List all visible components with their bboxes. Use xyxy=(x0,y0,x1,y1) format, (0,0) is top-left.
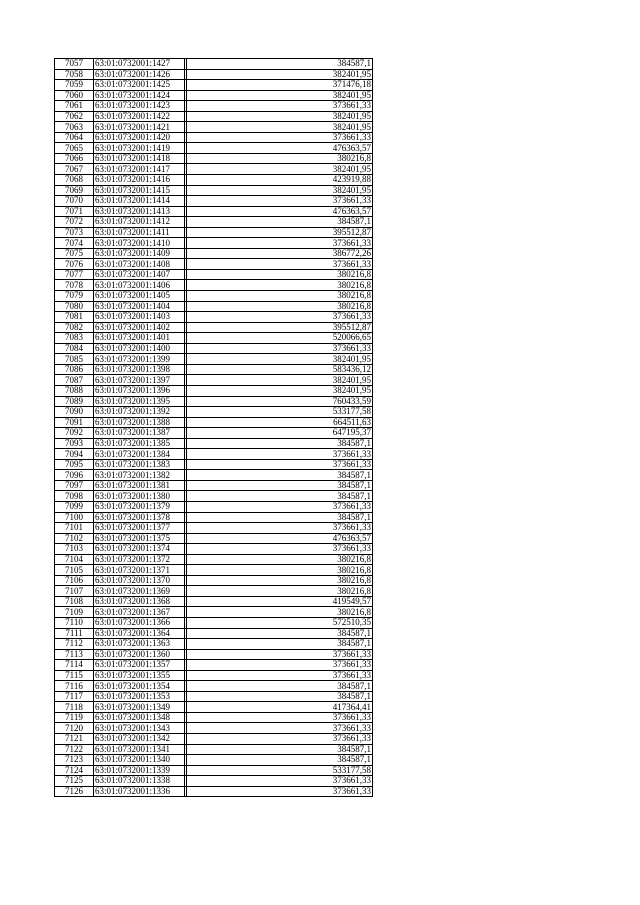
row-number-cell: 7083 xyxy=(55,333,94,344)
table-row xyxy=(55,480,373,491)
row-number-cell: 7085 xyxy=(55,354,94,365)
cadastral-value-cell: 380216,8 xyxy=(187,575,373,586)
cadastral-number-cell: 63:01:0732001:1370 xyxy=(94,575,185,586)
cadastral-value-cell: 380216,8 xyxy=(187,565,373,576)
table-row xyxy=(55,544,373,555)
cadastral-number-cell: 63:01:0732001:1405 xyxy=(94,291,185,302)
table-row xyxy=(55,238,373,249)
row-number-cell: 7121 xyxy=(55,734,94,745)
row-number-cell: 7110 xyxy=(55,617,94,628)
table-row xyxy=(55,196,373,207)
cadastral-value-cell: 382401,95 xyxy=(187,375,373,386)
row-number-cell: 7096 xyxy=(55,470,94,481)
row-number-cell: 7101 xyxy=(55,523,94,534)
cadastral-value-cell: 423919,88 xyxy=(187,175,373,186)
cadastral-value-cell: 373661,33 xyxy=(187,734,373,745)
table-row xyxy=(55,786,373,797)
table-row xyxy=(55,428,373,439)
cadastral-number-cell: 63:01:0732001:1407 xyxy=(94,269,185,280)
cadastral-value-cell: 373661,33 xyxy=(187,649,373,660)
row-number-cell: 7122 xyxy=(55,744,94,755)
row-number-cell: 7070 xyxy=(55,196,94,207)
table-row xyxy=(55,459,373,470)
row-number-cell: 7099 xyxy=(55,501,94,512)
cadastral-number-cell: 63:01:0732001:1421 xyxy=(94,122,185,133)
row-number-cell: 7068 xyxy=(55,175,94,186)
cadastral-value-cell: 384587,1 xyxy=(187,470,373,481)
cadastral-value-cell: 373661,33 xyxy=(187,132,373,143)
cadastral-number-cell: 63:01:0732001:1410 xyxy=(94,238,185,249)
table-row xyxy=(55,269,373,280)
cadastral-number-cell: 63:01:0732001:1392 xyxy=(94,407,185,418)
cadastral-value-cell: 583436,12 xyxy=(187,364,373,375)
cadastral-value-cell: 380216,8 xyxy=(187,291,373,302)
table-row xyxy=(55,90,373,101)
row-number-cell: 7107 xyxy=(55,586,94,597)
cadastral-value-cell: 373661,33 xyxy=(187,670,373,681)
table-row xyxy=(55,596,373,607)
cadastral-number-cell: 63:01:0732001:1413 xyxy=(94,206,185,217)
row-number-cell: 7079 xyxy=(55,291,94,302)
cadastral-number-cell: 63:01:0732001:1338 xyxy=(94,776,185,787)
cadastral-value-table xyxy=(54,58,373,797)
table-row xyxy=(55,59,373,70)
cadastral-value-cell: 382401,95 xyxy=(187,69,373,80)
cadastral-value-cell: 760433,59 xyxy=(187,396,373,407)
table-row xyxy=(55,333,373,344)
table-row xyxy=(55,554,373,565)
row-number-cell: 7100 xyxy=(55,512,94,523)
cadastral-number-cell: 63:01:0732001:1419 xyxy=(94,143,185,154)
table-row xyxy=(55,449,373,460)
cadastral-number-cell: 63:01:0732001:1363 xyxy=(94,639,185,650)
cadastral-number-cell: 63:01:0732001:1378 xyxy=(94,512,185,523)
row-number-cell: 7090 xyxy=(55,407,94,418)
cadastral-number-cell: 63:01:0732001:1424 xyxy=(94,90,185,101)
cadastral-number-cell: 63:01:0732001:1387 xyxy=(94,428,185,439)
cadastral-value-cell: 419549,57 xyxy=(187,596,373,607)
row-number-cell: 7063 xyxy=(55,122,94,133)
cadastral-value-cell: 384587,1 xyxy=(187,681,373,692)
cadastral-value-cell: 476363,57 xyxy=(187,143,373,154)
cadastral-value-cell: 384587,1 xyxy=(187,217,373,228)
table-row xyxy=(55,617,373,628)
table-row xyxy=(55,259,373,270)
cadastral-value-cell: 384587,1 xyxy=(187,628,373,639)
cadastral-value-cell: 417364,41 xyxy=(187,702,373,713)
cadastral-value-cell: 373661,33 xyxy=(187,238,373,249)
cadastral-value-cell: 382401,95 xyxy=(187,164,373,175)
cadastral-value-cell: 380216,8 xyxy=(187,301,373,312)
row-number-cell: 7119 xyxy=(55,712,94,723)
row-number-cell: 7123 xyxy=(55,755,94,766)
cadastral-value-cell: 373661,33 xyxy=(187,786,373,797)
table-row xyxy=(55,354,373,365)
cadastral-number-cell: 63:01:0732001:1427 xyxy=(94,59,185,70)
cadastral-number-cell: 63:01:0732001:1375 xyxy=(94,533,185,544)
table-row xyxy=(55,639,373,650)
cadastral-value-cell: 520066,65 xyxy=(187,333,373,344)
cadastral-number-cell: 63:01:0732001:1342 xyxy=(94,734,185,745)
cadastral-value-cell: 664511,63 xyxy=(187,417,373,428)
row-number-cell: 7120 xyxy=(55,723,94,734)
table-row xyxy=(55,438,373,449)
cadastral-number-cell: 63:01:0732001:1369 xyxy=(94,586,185,597)
row-number-cell: 7064 xyxy=(55,132,94,143)
cadastral-number-cell: 63:01:0732001:1409 xyxy=(94,248,185,259)
cadastral-value-cell: 380216,8 xyxy=(187,153,373,164)
table-row xyxy=(55,565,373,576)
table-row xyxy=(55,607,373,618)
cadastral-number-cell: 63:01:0732001:1414 xyxy=(94,196,185,207)
table-row xyxy=(55,396,373,407)
cadastral-value-cell: 572510,35 xyxy=(187,617,373,628)
cadastral-number-cell: 63:01:0732001:1402 xyxy=(94,322,185,333)
cadastral-value-cell: 380216,8 xyxy=(187,554,373,565)
table-row xyxy=(55,343,373,354)
cadastral-number-cell: 63:01:0732001:1379 xyxy=(94,501,185,512)
row-number-cell: 7092 xyxy=(55,428,94,439)
row-number-cell: 7058 xyxy=(55,69,94,80)
table-row xyxy=(55,776,373,787)
cadastral-number-cell: 63:01:0732001:1349 xyxy=(94,702,185,713)
cadastral-value-cell: 647195,37 xyxy=(187,428,373,439)
table-row xyxy=(55,723,373,734)
row-number-cell: 7125 xyxy=(55,776,94,787)
cadastral-value-cell: 373661,33 xyxy=(187,196,373,207)
row-number-cell: 7067 xyxy=(55,164,94,175)
row-number-cell: 7103 xyxy=(55,544,94,555)
cadastral-value-cell: 533177,58 xyxy=(187,765,373,776)
cadastral-number-cell: 63:01:0732001:1364 xyxy=(94,628,185,639)
table-row xyxy=(55,280,373,291)
cadastral-value-cell: 373661,33 xyxy=(187,259,373,270)
row-number-cell: 7077 xyxy=(55,269,94,280)
table-row xyxy=(55,470,373,481)
cadastral-value-cell: 371476,18 xyxy=(187,80,373,91)
cadastral-number-cell: 63:01:0732001:1355 xyxy=(94,670,185,681)
row-number-cell: 7081 xyxy=(55,312,94,323)
cadastral-number-cell: 63:01:0732001:1412 xyxy=(94,217,185,228)
cadastral-number-cell: 63:01:0732001:1357 xyxy=(94,660,185,671)
table-row xyxy=(55,501,373,512)
row-number-cell: 7124 xyxy=(55,765,94,776)
row-number-cell: 7105 xyxy=(55,565,94,576)
table-row xyxy=(55,765,373,776)
cadastral-number-cell: 63:01:0732001:1354 xyxy=(94,681,185,692)
cadastral-number-cell: 63:01:0732001:1374 xyxy=(94,544,185,555)
row-number-cell: 7091 xyxy=(55,417,94,428)
cadastral-value-cell: 384587,1 xyxy=(187,480,373,491)
cadastral-number-cell: 63:01:0732001:1423 xyxy=(94,101,185,112)
table-row xyxy=(55,407,373,418)
table-row xyxy=(55,122,373,133)
row-number-cell: 7060 xyxy=(55,90,94,101)
row-number-cell: 7057 xyxy=(55,59,94,70)
cadastral-value-cell: 382401,95 xyxy=(187,385,373,396)
row-number-cell: 7112 xyxy=(55,639,94,650)
cadastral-number-cell: 63:01:0732001:1418 xyxy=(94,153,185,164)
table-row xyxy=(55,364,373,375)
table-row xyxy=(55,385,373,396)
table-row xyxy=(55,691,373,702)
cadastral-value-cell: 386772,26 xyxy=(187,248,373,259)
table-row xyxy=(55,375,373,386)
cadastral-value-cell: 382401,95 xyxy=(187,185,373,196)
cadastral-value-cell: 373661,33 xyxy=(187,312,373,323)
cadastral-number-cell: 63:01:0732001:1377 xyxy=(94,523,185,534)
table-row xyxy=(55,755,373,766)
table-row xyxy=(55,248,373,259)
row-number-cell: 7104 xyxy=(55,554,94,565)
row-number-cell: 7066 xyxy=(55,153,94,164)
cadastral-value-cell: 384587,1 xyxy=(187,491,373,502)
cadastral-number-cell: 63:01:0732001:1382 xyxy=(94,470,185,481)
cadastral-value-cell: 373661,33 xyxy=(187,101,373,112)
row-number-cell: 7059 xyxy=(55,80,94,91)
cadastral-number-cell: 63:01:0732001:1399 xyxy=(94,354,185,365)
table-body xyxy=(55,59,373,797)
cadastral-number-cell: 63:01:0732001:1339 xyxy=(94,765,185,776)
row-number-cell: 7062 xyxy=(55,111,94,122)
cadastral-value-cell: 384587,1 xyxy=(187,744,373,755)
cadastral-number-cell: 63:01:0732001:1416 xyxy=(94,175,185,186)
table-row xyxy=(55,301,373,312)
cadastral-number-cell: 63:01:0732001:1422 xyxy=(94,111,185,122)
cadastral-number-cell: 63:01:0732001:1408 xyxy=(94,259,185,270)
cadastral-number-cell: 63:01:0732001:1384 xyxy=(94,449,185,460)
cadastral-value-cell: 380216,8 xyxy=(187,280,373,291)
table-row xyxy=(55,702,373,713)
cadastral-number-cell: 63:01:0732001:1353 xyxy=(94,691,185,702)
table-row xyxy=(55,217,373,228)
table-row xyxy=(55,69,373,80)
table-row xyxy=(55,628,373,639)
cadastral-value-cell: 384587,1 xyxy=(187,691,373,702)
cadastral-number-cell: 63:01:0732001:1397 xyxy=(94,375,185,386)
row-number-cell: 7108 xyxy=(55,596,94,607)
cadastral-number-cell: 63:01:0732001:1398 xyxy=(94,364,185,375)
cadastral-number-cell: 63:01:0732001:1343 xyxy=(94,723,185,734)
table-row xyxy=(55,660,373,671)
cadastral-number-cell: 63:01:0732001:1403 xyxy=(94,312,185,323)
cadastral-value-cell: 373661,33 xyxy=(187,776,373,787)
row-number-cell: 7094 xyxy=(55,449,94,460)
cadastral-value-cell: 380216,8 xyxy=(187,269,373,280)
table-row xyxy=(55,185,373,196)
row-number-cell: 7113 xyxy=(55,649,94,660)
cadastral-number-cell: 63:01:0732001:1406 xyxy=(94,280,185,291)
table-row xyxy=(55,649,373,660)
cadastral-value-cell: 384587,1 xyxy=(187,438,373,449)
row-number-cell: 7102 xyxy=(55,533,94,544)
table-row xyxy=(55,491,373,502)
cadastral-number-cell: 63:01:0732001:1417 xyxy=(94,164,185,175)
cadastral-number-cell: 63:01:0732001:1381 xyxy=(94,480,185,491)
cadastral-number-cell: 63:01:0732001:1420 xyxy=(94,132,185,143)
cadastral-number-cell: 63:01:0732001:1348 xyxy=(94,712,185,723)
row-number-cell: 7115 xyxy=(55,670,94,681)
row-number-cell: 7071 xyxy=(55,206,94,217)
row-number-cell: 7065 xyxy=(55,143,94,154)
table-row xyxy=(55,291,373,302)
table-row xyxy=(55,111,373,122)
row-number-cell: 7072 xyxy=(55,217,94,228)
row-number-cell: 7111 xyxy=(55,628,94,639)
table-row xyxy=(55,164,373,175)
row-number-cell: 7126 xyxy=(55,786,94,797)
table-row xyxy=(55,670,373,681)
cadastral-number-cell: 63:01:0732001:1360 xyxy=(94,649,185,660)
table-row xyxy=(55,227,373,238)
cadastral-number-cell: 63:01:0732001:1371 xyxy=(94,565,185,576)
row-number-cell: 7114 xyxy=(55,660,94,671)
cadastral-number-cell: 63:01:0732001:1336 xyxy=(94,786,185,797)
table-row xyxy=(55,681,373,692)
row-number-cell: 7093 xyxy=(55,438,94,449)
row-number-cell: 7098 xyxy=(55,491,94,502)
row-number-cell: 7073 xyxy=(55,227,94,238)
row-number-cell: 7088 xyxy=(55,385,94,396)
table-row xyxy=(55,744,373,755)
row-number-cell: 7089 xyxy=(55,396,94,407)
table-row xyxy=(55,206,373,217)
cadastral-value-cell: 395512,87 xyxy=(187,227,373,238)
row-number-cell: 7061 xyxy=(55,101,94,112)
cadastral-value-cell: 373661,33 xyxy=(187,723,373,734)
table-row xyxy=(55,322,373,333)
cadastral-number-cell: 63:01:0732001:1385 xyxy=(94,438,185,449)
cadastral-value-cell: 476363,57 xyxy=(187,533,373,544)
cadastral-number-cell: 63:01:0732001:1372 xyxy=(94,554,185,565)
row-number-cell: 7076 xyxy=(55,259,94,270)
cadastral-number-cell: 63:01:0732001:1426 xyxy=(94,69,185,80)
table-row xyxy=(55,417,373,428)
table-row xyxy=(55,712,373,723)
cadastral-value-cell: 382401,95 xyxy=(187,111,373,122)
cadastral-number-cell: 63:01:0732001:1367 xyxy=(94,607,185,618)
cadastral-number-cell: 63:01:0732001:1341 xyxy=(94,744,185,755)
row-number-cell: 7117 xyxy=(55,691,94,702)
cadastral-number-cell: 63:01:0732001:1400 xyxy=(94,343,185,354)
row-number-cell: 7078 xyxy=(55,280,94,291)
cadastral-number-cell: 63:01:0732001:1425 xyxy=(94,80,185,91)
cadastral-number-cell: 63:01:0732001:1395 xyxy=(94,396,185,407)
cadastral-value-cell: 384587,1 xyxy=(187,639,373,650)
cadastral-value-cell: 384587,1 xyxy=(187,755,373,766)
table-row xyxy=(55,523,373,534)
cadastral-value-cell: 382401,95 xyxy=(187,122,373,133)
row-number-cell: 7095 xyxy=(55,459,94,470)
row-number-cell: 7084 xyxy=(55,343,94,354)
table-row xyxy=(55,132,373,143)
cadastral-number-cell: 63:01:0732001:1415 xyxy=(94,185,185,196)
cadastral-value-cell: 382401,95 xyxy=(187,354,373,365)
cadastral-number-cell: 63:01:0732001:1340 xyxy=(94,755,185,766)
row-number-cell: 7075 xyxy=(55,248,94,259)
cadastral-value-cell: 384587,1 xyxy=(187,512,373,523)
cadastral-number-cell: 63:01:0732001:1388 xyxy=(94,417,185,428)
row-number-cell: 7087 xyxy=(55,375,94,386)
cadastral-number-cell: 63:01:0732001:1401 xyxy=(94,333,185,344)
table-row xyxy=(55,143,373,154)
cadastral-value-cell: 373661,33 xyxy=(187,544,373,555)
table-row xyxy=(55,512,373,523)
cadastral-value-cell: 373661,33 xyxy=(187,523,373,534)
cadastral-number-cell: 63:01:0732001:1380 xyxy=(94,491,185,502)
cadastral-number-cell: 63:01:0732001:1411 xyxy=(94,227,185,238)
row-number-cell: 7118 xyxy=(55,702,94,713)
cadastral-number-cell: 63:01:0732001:1404 xyxy=(94,301,185,312)
row-number-cell: 7080 xyxy=(55,301,94,312)
cadastral-value-cell: 380216,8 xyxy=(187,586,373,597)
cadastral-number-cell: 63:01:0732001:1366 xyxy=(94,617,185,628)
row-number-cell: 7097 xyxy=(55,480,94,491)
row-number-cell: 7106 xyxy=(55,575,94,586)
row-number-cell: 7116 xyxy=(55,681,94,692)
table-row xyxy=(55,734,373,745)
cadastral-value-cell: 395512,87 xyxy=(187,322,373,333)
table-row xyxy=(55,153,373,164)
cadastral-value-cell: 384587,1 xyxy=(187,59,373,70)
cadastral-value-cell: 373661,33 xyxy=(187,459,373,470)
cadastral-number-cell: 63:01:0732001:1368 xyxy=(94,596,185,607)
cadastral-number-cell: 63:01:0732001:1396 xyxy=(94,385,185,396)
table-row xyxy=(55,575,373,586)
cadastral-value-cell: 476363,57 xyxy=(187,206,373,217)
table-row xyxy=(55,533,373,544)
table-row xyxy=(55,312,373,323)
row-number-cell: 7074 xyxy=(55,238,94,249)
cadastral-value-cell: 382401,95 xyxy=(187,90,373,101)
cadastral-value-cell: 373661,33 xyxy=(187,712,373,723)
cadastral-value-cell: 373661,33 xyxy=(187,449,373,460)
cadastral-number-cell: 63:01:0732001:1383 xyxy=(94,459,185,470)
row-number-cell: 7109 xyxy=(55,607,94,618)
cadastral-value-cell: 373661,33 xyxy=(187,501,373,512)
cadastral-value-cell: 373661,33 xyxy=(187,660,373,671)
table-row xyxy=(55,80,373,91)
row-number-cell: 7069 xyxy=(55,185,94,196)
cadastral-value-cell: 380216,8 xyxy=(187,607,373,618)
table-row xyxy=(55,101,373,112)
cadastral-value-cell: 533177,58 xyxy=(187,407,373,418)
table-row xyxy=(55,175,373,186)
row-number-cell: 7082 xyxy=(55,322,94,333)
row-number-cell: 7086 xyxy=(55,364,94,375)
table-row xyxy=(55,586,373,597)
cadastral-value-cell: 373661,33 xyxy=(187,343,373,354)
